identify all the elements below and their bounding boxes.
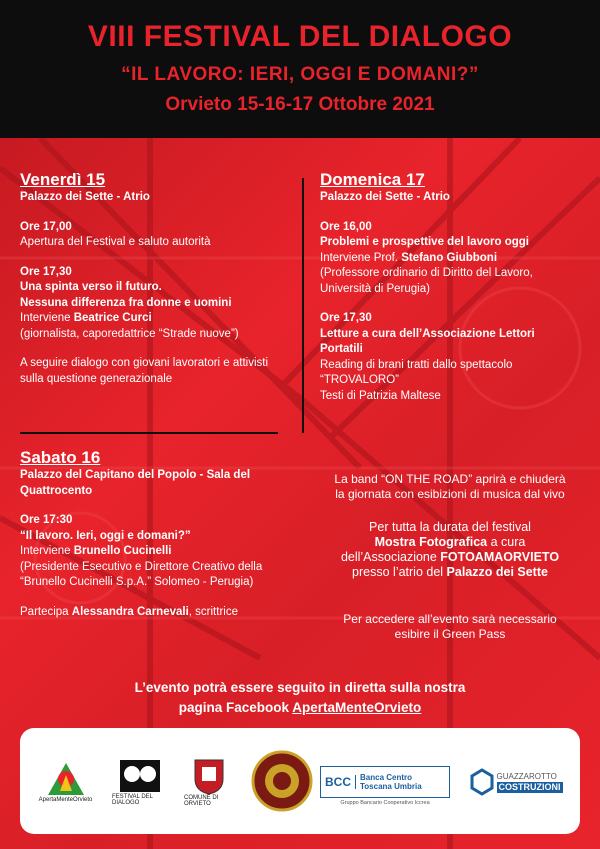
band-note-2: la giornata con esibizioni di musica dal vivo (335, 487, 565, 501)
photo-note-3-rest: dell’Associazione (340, 550, 441, 564)
saturday-e1-role-1: (Presidente Esecutivo e Direttore Creativo della (20, 560, 263, 573)
green-pass-note-2: esibire il Green Pass (394, 627, 506, 641)
festival-dialogo-logo (112, 752, 167, 812)
sunday-e1-title: Problemi e prospettive del lavoro oggi (320, 236, 529, 248)
photo-association: FOTOAMAORVIETO (440, 550, 560, 564)
saturday-e1-role-2: “Brunello Cucinelli S.p.A.” Solomeo - Perugia) (20, 576, 254, 588)
band-note-1: La band “ON THE ROAD” aprirà e chiuderà (334, 472, 566, 486)
bcc-name-1: Banca Centro (360, 773, 413, 782)
bcc-logo-box (320, 766, 450, 798)
apertamente-label: ApertaMenteOrvieto (38, 797, 93, 803)
friday-venue: Palazzo dei Sette - Atrio (20, 191, 150, 203)
friday-program (20, 170, 300, 387)
guazzarotto-text (497, 771, 563, 793)
saturday-participant (20, 605, 300, 621)
triangle-logo-icon (46, 761, 86, 797)
speaker-name: Beatrice Curci (73, 312, 152, 324)
sunday-e2-line-3: Testi di Patrizia Maltese (320, 389, 441, 402)
photo-note-4 (305, 565, 595, 580)
friday-after-2: sulla questione generazionale (20, 372, 173, 385)
saturday-venue-2: Quattrocento (20, 484, 93, 497)
friday-e2-speaker-line (20, 311, 300, 327)
green-pass-note (305, 612, 595, 642)
sunday-day: Domenica 17 (320, 170, 425, 189)
comune-orvieto-logo (184, 752, 234, 812)
participant-name: Alessandra Carnevali (71, 605, 189, 618)
bcc-subtitle: Gruppo Bancario Cooperativo Iccrea (340, 800, 430, 806)
photo-exhibit-note (305, 520, 595, 580)
saturday-day: Sabato 16 (20, 448, 101, 467)
speaker-name: Brunello Cucinelli (73, 545, 172, 557)
friday-e2-time: Ore 17,30 (20, 265, 72, 278)
speaker-name: Stefano Giubboni (401, 251, 498, 264)
faces-logo-icon (118, 758, 162, 794)
friday-after-1: A seguire dialogo con giovani lavoratori e attivisti (20, 357, 269, 369)
coat-of-arms-icon (192, 757, 226, 795)
sunday-e1-role-2: Università di Perugia) (320, 282, 430, 295)
participant-prefix: Partecipa (20, 605, 69, 618)
green-pass-note-1: Per accedere all’evento sarà necessario (343, 612, 557, 626)
apertamente-logo (38, 752, 93, 812)
photo-location: Palazzo dei Sette (446, 565, 548, 579)
streaming-note-1: L’evento potrà essere seguito in diretta sulla nostra (134, 680, 466, 695)
bcc-mark: BCC (321, 775, 356, 789)
column-divider-vertical (302, 178, 304, 433)
streaming-prefix: pagina Facebook (178, 700, 293, 715)
sunday-program (320, 170, 590, 404)
round-seal-logo (252, 742, 312, 820)
streaming-note (0, 678, 600, 718)
bcc-name-2: Toscana Umbria (360, 782, 422, 791)
saturday-e1-title: “Il lavoro. Ieri, oggi e domani?” (20, 529, 191, 542)
saturday-e1-time: Ore 17:30 (20, 514, 73, 526)
sunday-e1-speaker-line (320, 251, 590, 267)
comune-orvieto-label: COMUNE DI ORVIETO (184, 795, 219, 807)
festival-subtitle: “IL LAVORO: IERI, OGGI E DOMANI?” (121, 64, 479, 85)
photo-note-4-rest: presso l’atrio del (352, 565, 447, 579)
friday-e2-title2: Nessuna differenza fra donne e uomini (20, 296, 232, 309)
photo-note-1: Per tutta la durata del festival (369, 520, 531, 534)
friday-e2-title1: Una spinta verso il futuro. (20, 281, 162, 293)
photo-note-2-rest: a cura (487, 535, 526, 549)
facebook-page-link[interactable]: ApertaMenteOrvieto (292, 700, 422, 715)
guazzarotto-name: GUAZZAROTTO (496, 772, 557, 781)
seal-icon (251, 750, 313, 812)
sunday-e2-line-2: “TROVALORO” (320, 374, 400, 386)
friday-e1-text: Apertura del Festival e saluto autorità (20, 236, 211, 248)
speaker-prefix: Interviene (20, 545, 71, 557)
saturday-e1-speaker-line (20, 544, 300, 560)
sunday-e2-title-1: Letture a cura dell’Associazione Lettori (320, 327, 535, 340)
sunday-e1-role-1: (Professore ordinario di Diritto del Lavoro, (320, 267, 533, 279)
guazzarotto-sub: COSTRUZIONI (498, 782, 561, 792)
header (0, 0, 600, 138)
cube-logo-icon (470, 768, 494, 796)
participant-suffix: , scrittrice (188, 605, 238, 618)
bcc-name (356, 773, 422, 791)
saturday-venue-1: Palazzo del Capitano del Popolo - Sala del (20, 469, 251, 481)
photo-note-2 (305, 535, 595, 550)
column-divider-horizontal (20, 432, 278, 434)
saturday-program (20, 448, 300, 620)
festival-title: VIII FESTIVAL DEL DIALOGO (87, 20, 513, 53)
friday-day: Venerdì 15 (20, 170, 106, 189)
sponsor-logos-panel (20, 728, 580, 834)
sunday-e2-time: Ore 17,30 (320, 312, 372, 324)
sunday-e1-time: Ore 16,00 (320, 220, 372, 233)
sunday-e2-line-1: Reading di brani tratti dallo spettacolo (320, 358, 513, 371)
speaker-prefix: Interviene Prof. (320, 251, 398, 264)
speaker-prefix: Interviene (20, 312, 71, 324)
festival-dialogo-label: FESTIVAL DEL DIALOGO (112, 794, 153, 806)
sunday-venue: Palazzo dei Sette - Atrio (320, 191, 450, 203)
guazzarotto-logo (468, 752, 564, 812)
sunday-e2-title-2: Portatili (320, 343, 363, 355)
friday-e1-time: Ore 17,00 (20, 220, 72, 233)
photo-exhibit-title: Mostra Fotografica (374, 535, 488, 549)
friday-e2-role: (giornalista, caporedattrice “Strade nuove”) (20, 327, 239, 340)
photo-note-3 (305, 550, 595, 565)
festival-dates: Orvieto 15-16-17 Ottobre 2021 (165, 94, 435, 115)
streaming-note-2 (0, 698, 600, 718)
band-note (305, 472, 595, 502)
